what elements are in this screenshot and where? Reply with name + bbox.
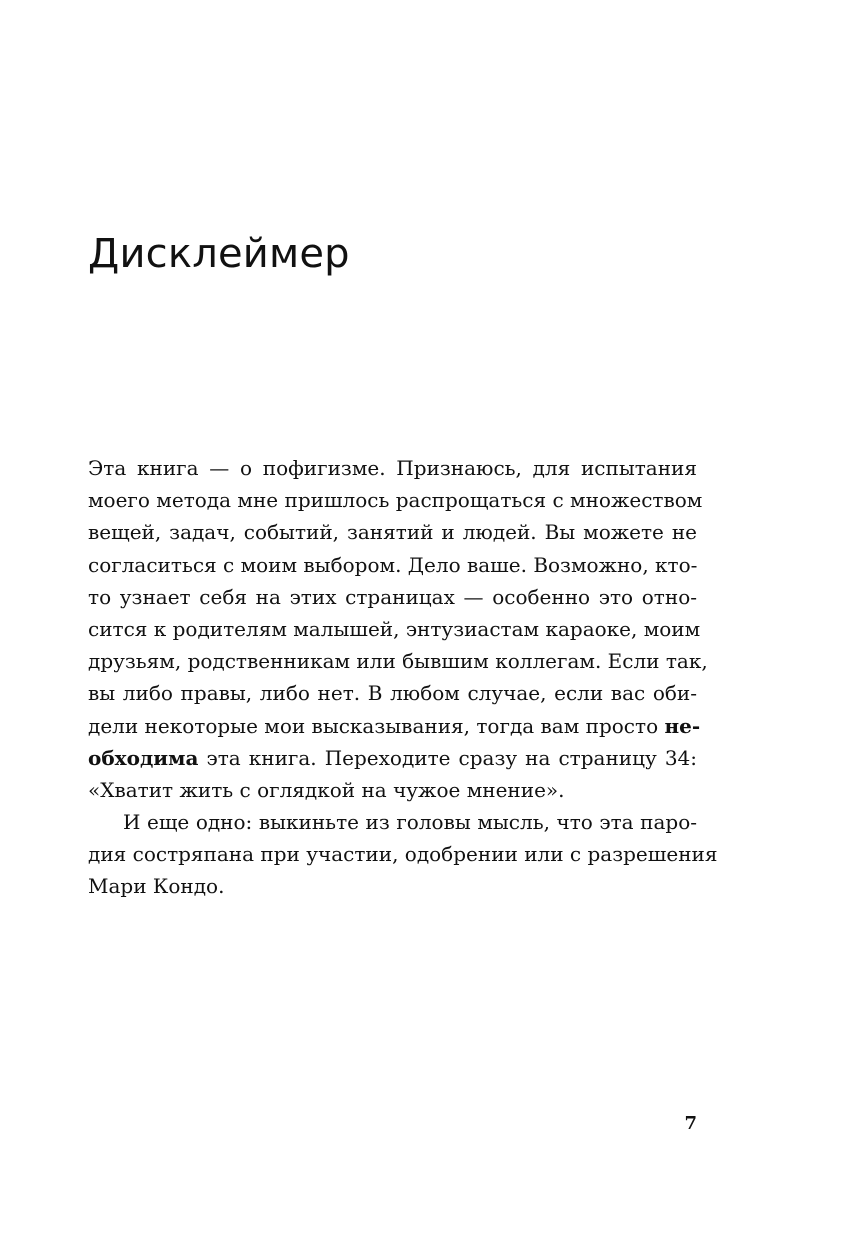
text-line-with-bold-start — [88, 742, 697, 774]
bold-emphasis: обходима — [88, 745, 199, 770]
paragraph-1 — [88, 452, 708, 806]
text-line: сится к родителям малышей, энтузиастам караоке, моим — [88, 616, 701, 641]
text-line: Эта книга — о пофигизме. Признаюсь, для испытания — [88, 456, 697, 480]
text-line: моего метода мне пришлось распрощаться с множеством — [88, 488, 703, 513]
page-number: 7 — [684, 1113, 697, 1134]
text-segment: дели некоторые мои высказывания, тогда вам просто — [88, 713, 659, 738]
text-line: Мари Кондо. — [88, 874, 225, 899]
body-text — [88, 452, 718, 903]
paragraph-2 — [88, 806, 718, 903]
text-line: «Хватит жить с оглядкой на чужое мнение». — [88, 777, 565, 802]
text-line: друзьям, родственникам или бывшим коллегам. Если так, — [88, 649, 708, 674]
chapter-title: Дисклеймер — [88, 231, 350, 277]
text-line: согласиться с моим выбором. Дело ваше. Возможно, кто- — [88, 552, 698, 577]
text-line: вы либо правы, либо нет. В любом случае, если вас оби- — [88, 681, 697, 706]
text-line-with-bold-end — [88, 710, 701, 742]
text-line: вещей, задач, событий, занятий и людей. Вы можете не — [88, 520, 697, 545]
text-line: то узнает себя на этих страницах — особенно это отно- — [88, 584, 697, 609]
text-line: дия состряпана при участии, одобрении или с разрешения — [88, 842, 718, 867]
bold-emphasis: не- — [664, 713, 701, 738]
text-segment: эта книга. Переходите сразу на страницу 34: — [198, 745, 697, 770]
text-line: И еще одно: выкиньте из головы мысль, что эта паро- — [123, 810, 697, 835]
